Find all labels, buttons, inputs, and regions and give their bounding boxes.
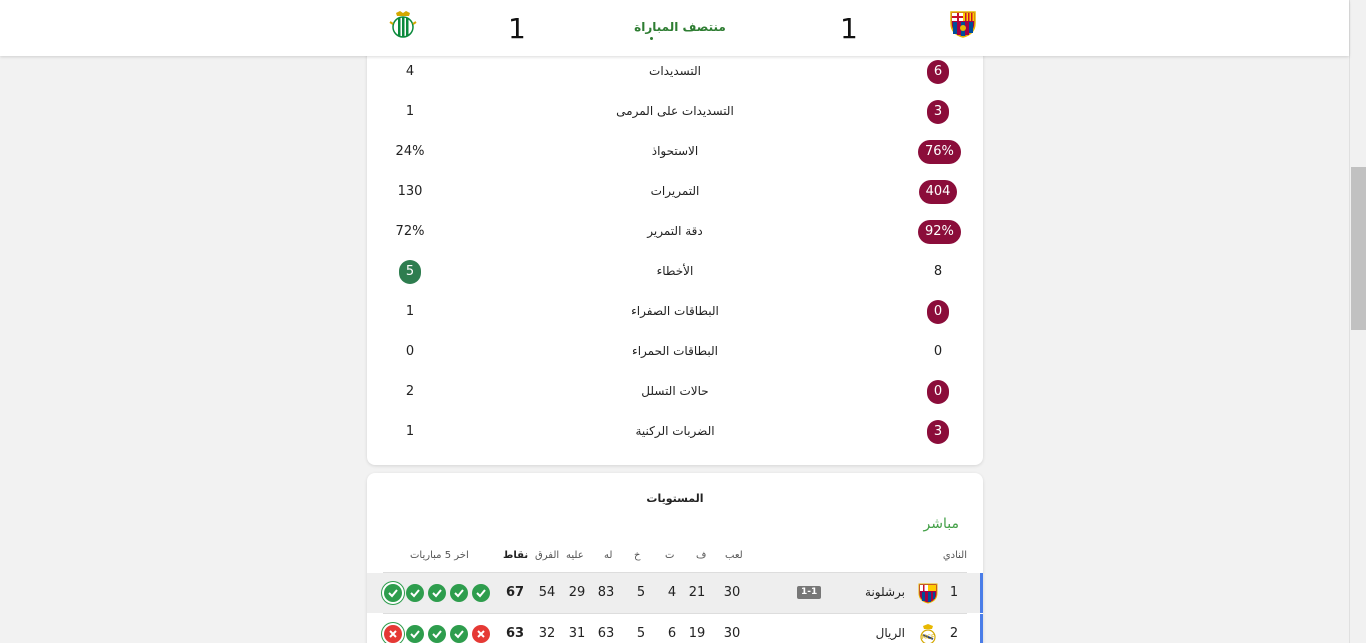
home-stat-value <box>918 64 958 84</box>
live-label[interactable]: مباشر <box>923 516 959 532</box>
cell-gf: 83 <box>597 585 615 600</box>
away-stat-value: 1 <box>405 304 415 319</box>
away-stat-value: 2 <box>405 384 415 399</box>
row-accent-bar <box>980 573 983 613</box>
col-goals-against: عليه <box>566 550 584 561</box>
away-stat-value: 1 <box>405 424 415 439</box>
row-divider <box>383 613 967 614</box>
page-scrollbar[interactable] <box>1349 0 1366 643</box>
betis-crest-icon[interactable] <box>388 10 418 40</box>
stat-row <box>367 292 983 332</box>
svg-text:MCF: MCF <box>921 634 935 641</box>
stat-label: التمريرات <box>650 184 700 198</box>
cell-drawn: 4 <box>667 585 677 600</box>
col-club: النادي <box>942 550 967 561</box>
team-name[interactable]: برشلونة <box>865 585 905 599</box>
stat-label: الضربات الركنية <box>635 424 715 438</box>
team-position: 2 <box>949 626 959 641</box>
cell-pts: 67 <box>505 585 525 600</box>
match-stats-card <box>367 40 983 465</box>
stat-label: دقة التمرير <box>647 224 703 238</box>
col-points: نقاط <box>503 550 529 561</box>
home-stat-value: 0 <box>933 344 943 359</box>
cell-lost: 5 <box>636 585 646 600</box>
loss-icon <box>384 625 402 643</box>
away-stat-value: 72% <box>395 224 425 239</box>
home-stat-value: 8 <box>933 264 943 279</box>
win-icon <box>428 625 446 643</box>
match-status: منتصف المباراة <box>620 20 740 34</box>
away-stat-value: 4 <box>405 64 415 79</box>
col-drawn: ت <box>665 550 675 561</box>
table-row[interactable] <box>367 573 983 613</box>
stat-row <box>367 372 983 412</box>
col-lost: خ <box>634 550 641 561</box>
away-stat-value <box>390 264 430 284</box>
stat-highlight-pill: 5 <box>399 260 421 284</box>
stat-row <box>367 132 983 172</box>
away-stat-value: 24% <box>395 144 425 159</box>
live-dot <box>650 37 653 40</box>
cell-lost: 5 <box>636 626 646 641</box>
stat-label: التسديدات <box>649 64 701 78</box>
team-position: 1 <box>949 585 959 600</box>
row-accent-bar <box>980 614 983 643</box>
barcelona-crest-icon <box>917 582 939 604</box>
stat-highlight-pill: 0 <box>927 300 949 324</box>
win-icon <box>472 584 490 602</box>
col-goals-for: له <box>604 550 613 561</box>
stat-label: البطاقات الصفراء <box>631 304 719 318</box>
home-stat-value <box>918 384 958 404</box>
home-stat-value <box>918 104 958 124</box>
cell-gd: 32 <box>538 626 556 641</box>
win-icon <box>406 584 424 602</box>
stat-row <box>367 52 983 92</box>
stat-highlight-pill: 0 <box>927 380 949 404</box>
live-score-badge: 1-1 <box>797 586 821 599</box>
away-stat-value: 0 <box>405 344 415 359</box>
stat-highlight-pill: 3 <box>927 420 949 444</box>
away-score: 1 <box>508 12 526 45</box>
stat-label: البطاقات الحمراء <box>632 344 718 358</box>
cell-gd: 54 <box>538 585 556 600</box>
scrollbar-thumb[interactable] <box>1351 167 1366 330</box>
win-icon <box>450 584 468 602</box>
table-row[interactable] <box>367 614 983 643</box>
cell-gf: 63 <box>597 626 615 641</box>
stat-label: الأخطاء <box>656 264 694 278</box>
cell-drawn: 6 <box>667 626 677 641</box>
stat-label: التسديدات على المرمى <box>616 104 734 118</box>
stat-row <box>367 332 983 372</box>
cell-won: 19 <box>688 626 706 641</box>
home-stat-value <box>918 424 958 444</box>
stat-highlight-pill: 92% <box>918 220 961 244</box>
cell-ga: 29 <box>568 585 586 600</box>
barcelona-crest-icon[interactable] <box>948 9 978 39</box>
stat-label: حالات التسلل <box>641 384 709 398</box>
standings-card <box>367 473 983 643</box>
cell-won: 21 <box>688 585 706 600</box>
loss-icon <box>472 625 490 643</box>
match-header <box>0 0 1349 56</box>
home-score: 1 <box>840 12 858 45</box>
team-name[interactable]: الريال <box>875 626 905 640</box>
home-stat-value <box>918 144 958 164</box>
stat-row <box>367 252 983 292</box>
stat-highlight-pill: 6 <box>927 60 949 84</box>
cell-ga: 31 <box>568 626 586 641</box>
real-madrid-crest-icon <box>917 623 939 643</box>
col-goal-diff: الفرق <box>535 550 560 561</box>
standings-title: المستويات <box>646 492 704 505</box>
win-icon <box>428 584 446 602</box>
stat-highlight-pill: 3 <box>927 100 949 124</box>
stat-label: الاستحواذ <box>651 144 699 158</box>
stat-highlight-pill: 404 <box>919 180 958 204</box>
away-stat-value: 1 <box>405 104 415 119</box>
stat-row <box>367 412 983 452</box>
cell-played: 30 <box>723 626 741 641</box>
win-icon <box>450 625 468 643</box>
away-stat-value: 130 <box>397 184 423 199</box>
cell-pts: 63 <box>505 626 525 641</box>
col-last5: اخر 5 مباريات <box>410 550 469 561</box>
win-icon <box>384 584 402 602</box>
home-stat-value <box>918 184 958 204</box>
cell-played: 30 <box>723 585 741 600</box>
stat-highlight-pill: 76% <box>918 140 961 164</box>
col-played: لعب <box>725 550 743 561</box>
home-stat-value <box>918 304 958 324</box>
home-stat-value <box>918 224 958 244</box>
stat-row <box>367 92 983 132</box>
win-icon <box>406 625 424 643</box>
stat-row <box>367 212 983 252</box>
col-won: ف <box>696 550 707 561</box>
stat-row <box>367 172 983 212</box>
